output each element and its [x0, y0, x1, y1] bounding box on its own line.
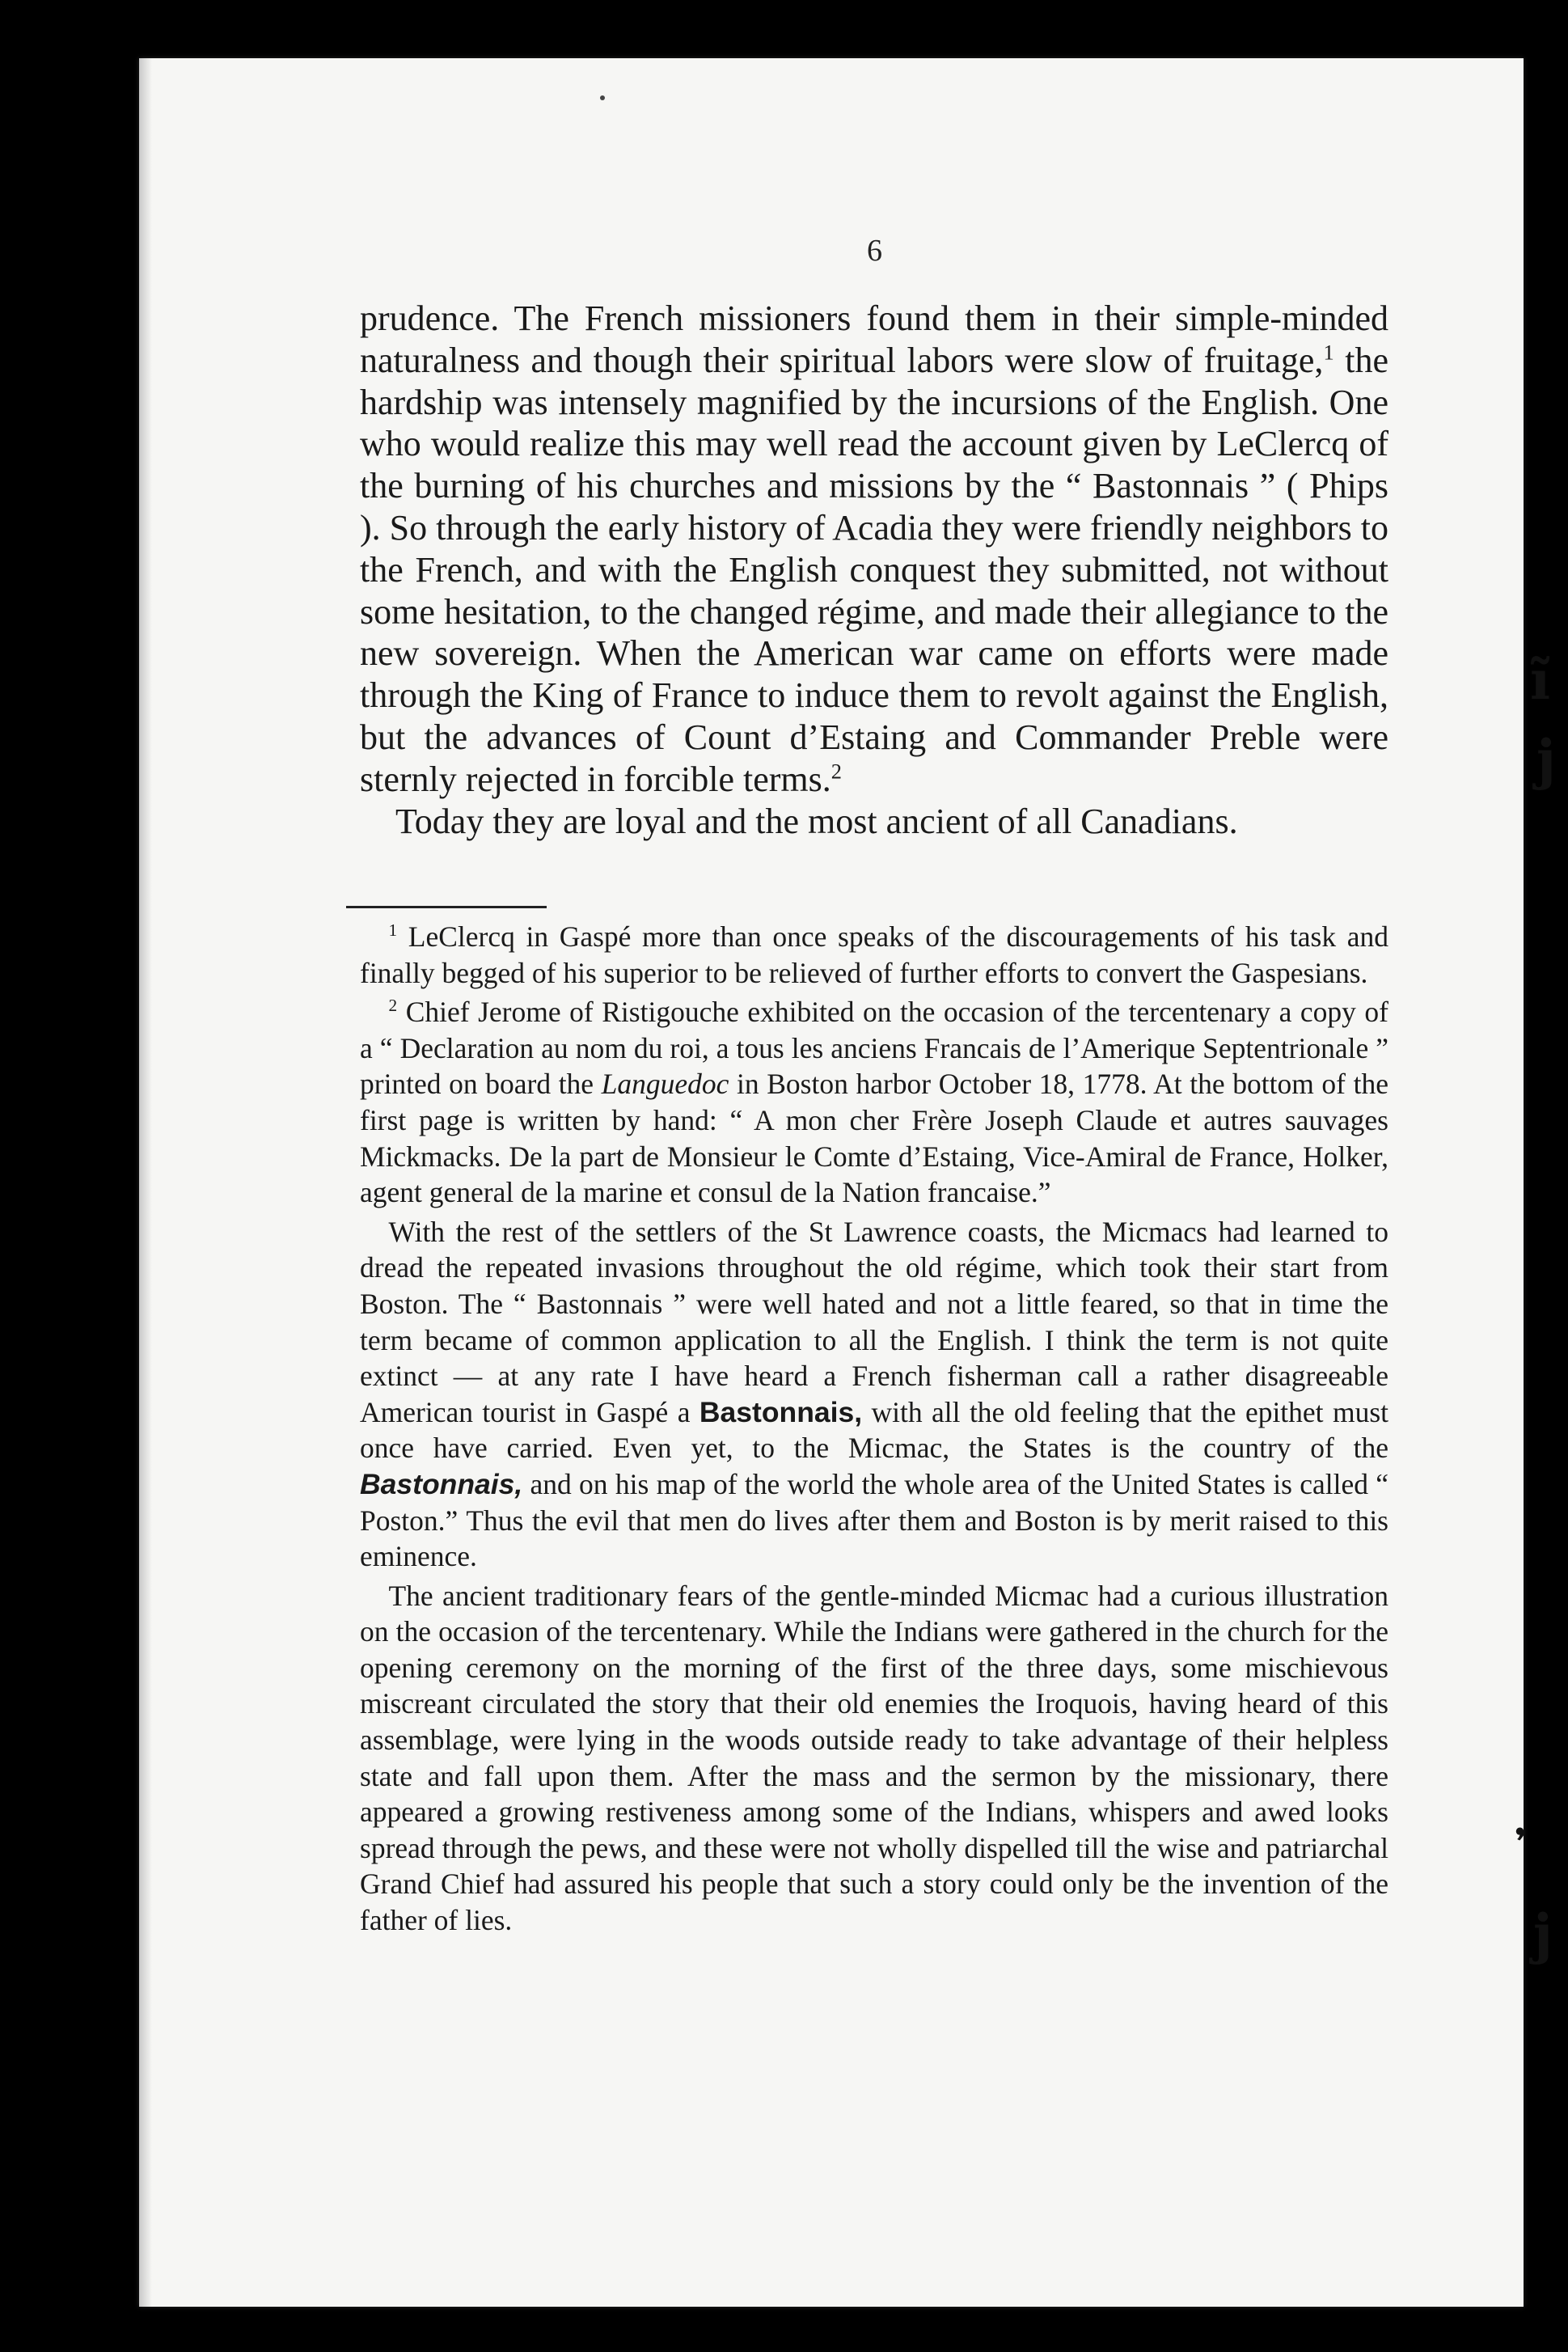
page-edge-shadow	[139, 58, 152, 2307]
footnotes-and-text	[360, 919, 1388, 1939]
paragraph	[360, 801, 1388, 843]
text-run: Today they are loyal and the most ancient of all Canadians.	[395, 801, 1238, 841]
text-run: prudence. The French missioners found them in their simple-minded naturalness and though their spiritual labors were slow of fruitage,	[360, 298, 1388, 380]
text-run: Chief Jerome of Ristigouche exhibited on the occasion of the tercentenary a copy of a “ Declaration au nom du roi, a tous les anciens Francais de l’Amerique Septentrionale ” printed on board the	[360, 996, 1388, 1101]
main-text-body	[360, 298, 1388, 842]
paragraph	[360, 298, 1388, 801]
footnote-marker: 2	[388, 996, 398, 1016]
scan-speck	[600, 95, 605, 100]
text-run: Bastonnais,	[360, 1467, 523, 1500]
footnote	[360, 994, 1388, 1211]
paragraph	[360, 1214, 1388, 1575]
margin-mark: j	[1536, 728, 1556, 791]
footnote-marker: 1	[388, 920, 398, 941]
margin-mark: j	[1533, 1902, 1553, 1965]
text-run: LeClercq in Gaspé more than once speaks of the discouragements of his task and finally begged of his superior to be relieved of further efforts to convert the Gaspesians.	[360, 920, 1388, 989]
footnote-marker: 2	[830, 759, 842, 784]
text-run: and on his map of the world the whole area of the United States is called “ Poston.” Thus the evil that men do lives after them and Boston is by merit raised to this eminence.	[360, 1467, 1388, 1573]
text-run: the hardship was intensely magnified by the incursions of the English. One who would realize this may well read the account given by LeClercq of the burning of his churches and missions by the “ Bastonnais ” ( Phips ). So through the early history of Acadia they were friendly neighbors to the French, and with the English conquest they submitted, not without some hesitation, to the changed régime, and made their allegiance to the new sovereign. When the American war came on efforts were made through the King of France to induce them to revolt against the English, but the advances of Count d’Estaing and Commander Preble were sternly rejected in forcible terms.	[360, 340, 1389, 799]
margin-mark: ĩ	[1530, 649, 1551, 712]
text-run: With the rest of the settlers of the St Lawrence coasts, the Micmacs had learned to dread the repeated invasions throughout the old régime, which took their start from Boston. The “ Bastonnais ” were well hated and not a little feared, so that in time the term became of common application to all the English. I think the term is not quite extinct — at any rate I have heard a French fisherman call a rather disagreeable American tourist in Gaspé a	[360, 1215, 1388, 1428]
text-run: with all the old feeling that the epithet must once have carried. Even yet, to the Micmac, the States is the country of the	[360, 1395, 1389, 1465]
text-run: Languedoc	[601, 1068, 729, 1101]
footnote-rule	[346, 906, 547, 908]
paragraph	[360, 1578, 1388, 1939]
text-run: in Boston harbor October 18, 1778. At the bottom of the first page is written by hand: “ A mon cher Frère Joseph Claude et autres sauvages Mickmacks. De la part de Monsieur le Comte d’Estaing, Vice-Amiral de France, Holker, agent general de la marine et consul de la Nation francaise.”	[360, 1068, 1388, 1209]
text-run: The ancient traditionary fears of the gentle-minded Micmac had a curious illustration on the occasion of the tercentenary. While the Indians were gathered in the church for the opening ceremony on the morning of the first of the three days, some mischievous miscreant circulated the story that their old enemies the Iroquois, having heard of this assemblage, were lying in the woods outside ready to take advantage of their helpless state and fall upon them. After the mass and the sermon by the missionary, there appeared a growing restiveness among some of the Indians, whispers and awed looks spread through the pews, and these were not wholly dispelled till the wise and patriarchal Grand Chief had assured his people that such a story could only be the invention of the father of lies.	[360, 1579, 1388, 1937]
footnote	[360, 919, 1388, 991]
page-number: 6	[867, 234, 882, 268]
footnote-marker: 1	[1323, 340, 1334, 365]
text-run: Bastonnais,	[699, 1395, 863, 1428]
